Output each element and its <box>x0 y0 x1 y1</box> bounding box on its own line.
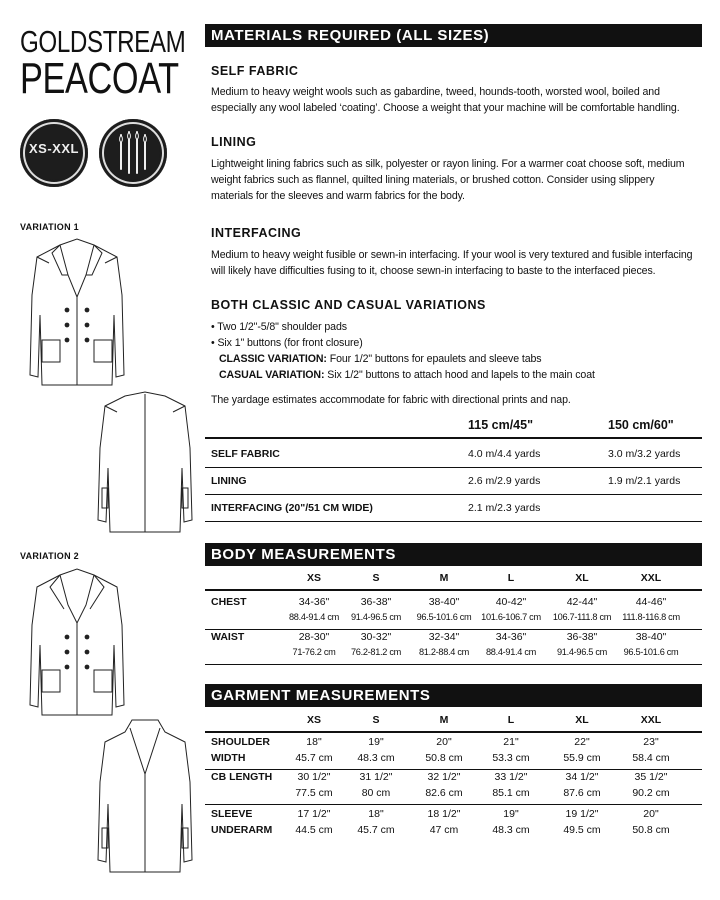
garment-cm-cell: 45.7 cm <box>295 752 333 764</box>
body-inch-cell: 40-42" <box>495 596 527 608</box>
body-inch-cell: 34-36" <box>495 631 527 643</box>
garment-cm-cell: 85.1 cm <box>492 787 530 799</box>
body-cm-cell: 88.4-91.4 cm <box>288 612 340 622</box>
front-buttons-bullet: • Six 1" buttons (for front closure) <box>211 337 363 349</box>
needle-icon <box>99 119 167 187</box>
garment-inch-cell: 17 1/2" <box>297 808 331 820</box>
body-row-label: CHEST <box>211 596 247 608</box>
table-rule <box>205 664 702 665</box>
garment-row-label: SLEEVE <box>211 808 253 820</box>
lining-text-3: materials for the sleeves and warm fabrics for the body. <box>211 190 465 202</box>
size-header: L <box>507 572 515 584</box>
garment-inch-cell: 19" <box>368 736 384 748</box>
body-inch-cell: 28-30" <box>298 631 330 643</box>
yardage-rule <box>205 467 702 468</box>
size-header: S <box>372 572 380 584</box>
variation-1-back-illustration <box>90 388 200 538</box>
yardage-cell: 2.1 m/2.3 yards <box>468 502 541 514</box>
yardage-col-115: 115 cm/45" <box>468 418 534 432</box>
yardage-cell: 4.0 m/4.4 yards <box>468 448 541 460</box>
variation-2-front-illustration <box>22 565 132 725</box>
pattern-title-line1: GOLDSTREAM <box>20 24 186 59</box>
body-measurements-bar <box>205 543 702 566</box>
body-inch-cell: 42-44" <box>566 596 598 608</box>
lining-text-2: weight fabrics such as flannel, quilted lining materials, or brushed cotton. Consider using slippery <box>211 174 655 186</box>
garment-cm-cell: 82.6 cm <box>425 787 463 799</box>
variation-1-label: VARIATION 1 <box>20 222 79 232</box>
garment-cm-cell: 48.3 cm <box>492 824 530 836</box>
self-fabric-title: SELF FABRIC <box>211 64 299 78</box>
materials-heading: MATERIALS REQUIRED (ALL SIZES) <box>211 27 490 44</box>
shoulder-pads-bullet: • Two 1/2"-5/8" shoulder pads <box>211 321 347 333</box>
garment-inch-cell: 20" <box>643 808 659 820</box>
body-inch-cell: 38-40" <box>428 596 460 608</box>
body-measurements-heading: BODY MEASUREMENTS <box>211 546 396 563</box>
size-range-text: XS-XXL <box>29 141 79 156</box>
body-cm-cell: 88.4-91.4 cm <box>485 647 537 657</box>
table-rule <box>205 804 702 805</box>
yardage-rule <box>205 494 702 495</box>
pattern-title-line2: PEACOAT <box>20 54 179 103</box>
garment-cm-cell: 48.3 cm <box>357 752 395 764</box>
garment-inch-cell: 34 1/2" <box>565 771 599 783</box>
garment-cm-cell: 47 cm <box>429 824 459 836</box>
size-header: XS <box>306 714 321 726</box>
casual-variation-label: CASUAL VARIATION: <box>219 369 325 381</box>
garment-cm-cell: 45.7 cm <box>357 824 395 836</box>
classic-variation-line <box>219 352 709 368</box>
body-cm-cell: 81.2-88.4 cm <box>418 647 470 657</box>
table-rule <box>205 769 702 770</box>
garment-inch-cell: 33 1/2" <box>494 771 528 783</box>
size-header: XXL <box>640 572 662 584</box>
garment-inch-cell: 21" <box>503 736 519 748</box>
classic-variation-text: Four 1/2" buttons for epaulets and sleeve tabs <box>326 353 542 365</box>
garment-inch-cell: 30 1/2" <box>297 771 331 783</box>
body-inch-cell: 32-34" <box>428 631 460 643</box>
body-inch-cell: 36-38" <box>360 596 392 608</box>
garment-inch-cell: 18" <box>368 808 384 820</box>
size-header: XL <box>575 714 589 726</box>
materials-heading-bar <box>205 24 702 47</box>
yardage-row-label: LINING <box>211 475 247 487</box>
left-column <box>0 0 200 900</box>
garment-cm-cell: 87.6 cm <box>563 787 601 799</box>
body-inch-cell: 30-32" <box>360 631 392 643</box>
body-cm-cell: 71-76.2 cm <box>292 647 336 657</box>
garment-row-label: SHOULDER <box>211 736 270 748</box>
garment-inch-cell: 19" <box>503 808 519 820</box>
yardage-row-label: INTERFACING (20"/51 CM WIDE) <box>211 502 373 514</box>
garment-cm-cell: 90.2 cm <box>632 787 670 799</box>
garment-cm-cell: 58.4 cm <box>632 752 670 764</box>
garment-cm-cell: 50.8 cm <box>425 752 463 764</box>
garment-row-label: CB LENGTH <box>211 771 273 783</box>
garment-cm-cell: 77.5 cm <box>295 787 333 799</box>
garment-inch-cell: 19 1/2" <box>565 808 599 820</box>
self-fabric-text-2: especially any wool labeled ‘coating’. Choose a weight that your machine will be comfortable handling. <box>211 102 680 114</box>
variation-2-label: VARIATION 2 <box>20 551 79 561</box>
size-header: L <box>507 714 515 726</box>
garment-inch-cell: 18" <box>306 736 322 748</box>
both-variations-title: BOTH CLASSIC AND CASUAL VARIATIONS <box>211 298 486 312</box>
body-inch-cell: 34-36" <box>298 596 330 608</box>
interfacing-text-2: will likely have difficulties fusing to it, choose sewn-in interfacing to baste to the interfaced pieces. <box>211 265 656 277</box>
size-header: XL <box>575 572 589 584</box>
casual-variation-line <box>219 368 709 384</box>
interfacing-text-1: Medium to heavy weight fusible or sewn-in interfacing. If your wool is very textured and fusible interfacing <box>211 249 693 261</box>
size-header: M <box>439 714 449 726</box>
yardage-note: The yardage estimates accommodate for fabric with directional prints and nap. <box>211 394 571 406</box>
variation-1-front-illustration <box>22 235 132 395</box>
body-cm-cell: 91.4-96.5 cm <box>556 647 608 657</box>
garment-cm-cell: 44.5 cm <box>295 824 333 836</box>
lining-title: LINING <box>211 135 257 149</box>
garment-cm-cell: 80 cm <box>361 787 391 799</box>
garment-inch-cell: 23" <box>643 736 659 748</box>
body-cm-cell: 96.5-101.6 cm <box>416 612 472 622</box>
body-inch-cell: 36-38" <box>566 631 598 643</box>
size-header: M <box>439 572 449 584</box>
body-cm-cell: 76.2-81.2 cm <box>350 647 402 657</box>
garment-measurements-heading: GARMENT MEASUREMENTS <box>211 687 431 704</box>
garment-cm-cell: 53.3 cm <box>492 752 530 764</box>
casual-variation-text: Six 1/2" buttons to attach hood and lapels to the main coat <box>324 369 595 381</box>
body-cm-cell: 106.7-111.8 cm <box>552 612 612 622</box>
garment-measurements-bar <box>205 684 702 707</box>
garment-inch-cell: 32 1/2" <box>427 771 461 783</box>
size-header: XS <box>306 572 321 584</box>
size-range-badge <box>20 119 88 187</box>
interfacing-title: INTERFACING <box>211 226 302 240</box>
body-cm-cell: 101.6-106.7 cm <box>481 612 541 622</box>
table-rule <box>205 629 702 630</box>
garment-inch-cell: 31 1/2" <box>359 771 393 783</box>
yardage-cell: 1.9 m/2.1 yards <box>608 475 681 487</box>
garment-cm-cell: 49.5 cm <box>563 824 601 836</box>
yardage-rule <box>205 521 702 522</box>
garment-inch-cell: 22" <box>574 736 590 748</box>
garment-row-label: WIDTH <box>211 752 246 764</box>
body-inch-cell: 38-40" <box>635 631 667 643</box>
garment-row-label: UNDERARM <box>211 824 273 836</box>
body-cm-cell: 91.4-96.5 cm <box>350 612 402 622</box>
lining-text-1: Lightweight lining fabrics such as silk, polyester or rayon lining. For a warmer coat choose soft, medium <box>211 158 685 170</box>
garment-inch-cell: 18 1/2" <box>427 808 461 820</box>
size-header: XXL <box>640 714 662 726</box>
body-cm-cell: 96.5-101.6 cm <box>623 647 679 657</box>
garment-inch-cell: 20" <box>436 736 452 748</box>
size-header: S <box>372 714 380 726</box>
body-cm-cell: 111.8-116.8 cm <box>622 612 680 622</box>
variation-2-back-illustration <box>90 718 200 878</box>
yardage-row-label: SELF FABRIC <box>211 448 280 460</box>
self-fabric-text-1: Medium to heavy weight wools such as gabardine, tweed, hounds-tooth, worsted wool, boiled and <box>211 86 660 98</box>
body-inch-cell: 44-46" <box>635 596 667 608</box>
body-row-label: WAIST <box>211 631 245 643</box>
yardage-cell: 2.6 m/2.9 yards <box>468 475 541 487</box>
table-rule <box>205 731 702 733</box>
table-rule <box>205 589 702 591</box>
garment-cm-cell: 55.9 cm <box>563 752 601 764</box>
garment-inch-cell: 35 1/2" <box>634 771 668 783</box>
garment-cm-cell: 50.8 cm <box>632 824 670 836</box>
yardage-rule-top <box>205 437 702 439</box>
yardage-cell: 3.0 m/3.2 yards <box>608 448 681 460</box>
classic-variation-label: CLASSIC VARIATION: <box>219 353 327 365</box>
yardage-col-150: 150 cm/60" <box>608 418 674 432</box>
